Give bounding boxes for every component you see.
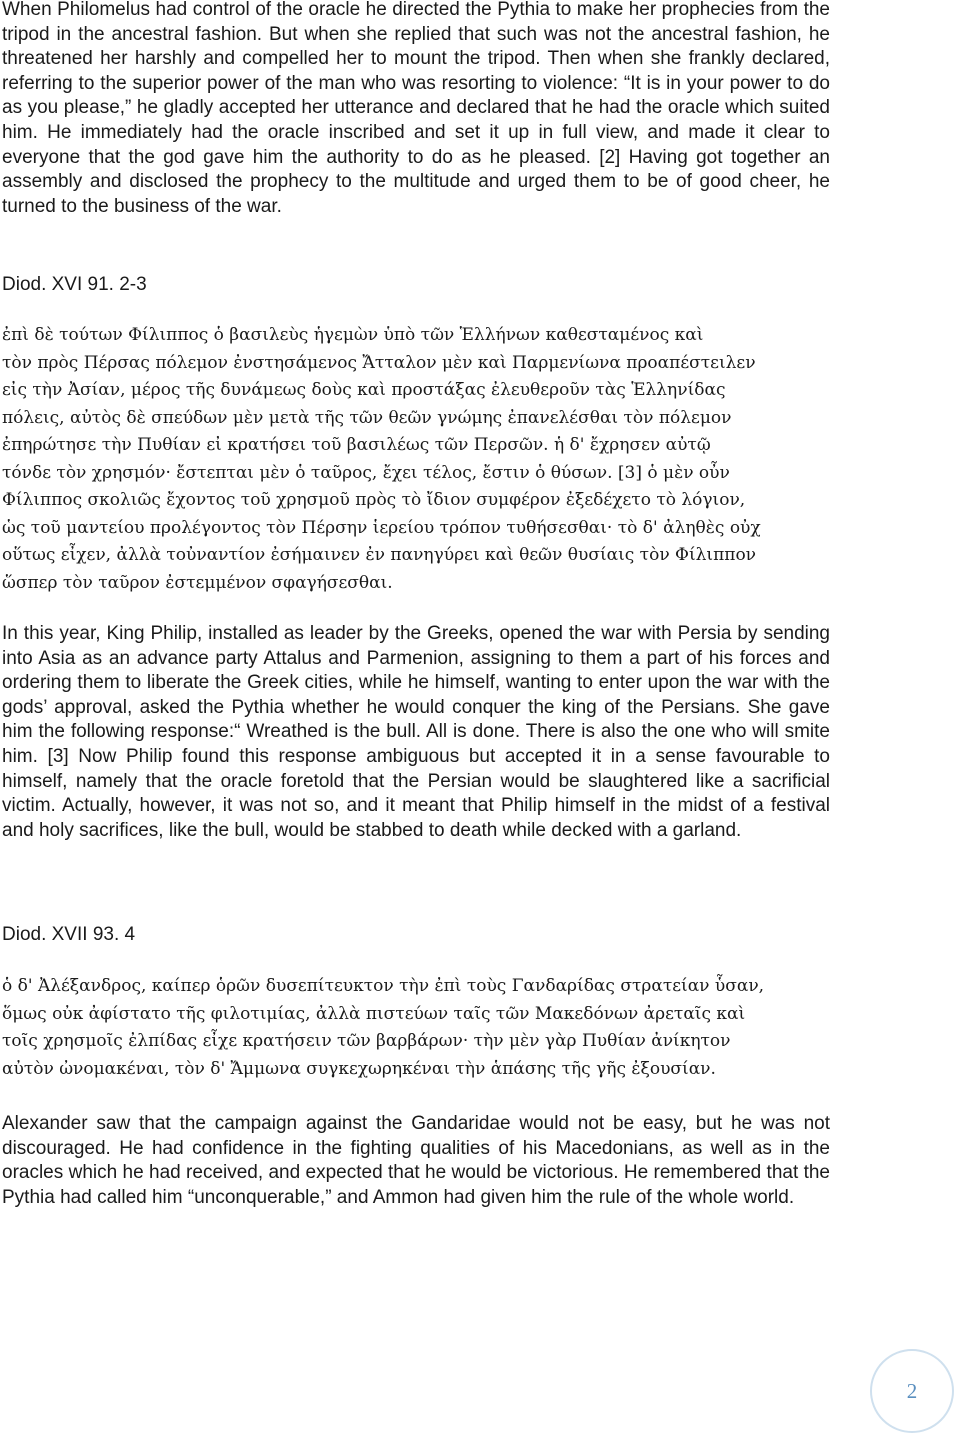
translation-paragraph-1: In this year, King Philip, installed as leader by the Greeks, opened the war with Persia by sending into Asia as an advance party Attalus and Parmenion, assigning to them a part of his forces and ordering them to liberate the Greek cities, while he himself, wanting to enter upon the war with the gods’ approval, asked the Pythia whether he would conquer the king of the Persians. She gave him the following response:“ Wreathed is the bull. All is done. There is also the one who will smite him. [3] Now Philip found this response ambiguous but accepted it in a sense favourable to himself, namely that the oracle foretold that the Persian would be slaughtered like a sacrificial victim. Actually, however, it was not so, and it meant that Philip himself in the midst of a festival and holy sacrifices, like the bull, would be stabbed to death while decked with a garland. bbox=[2, 623, 830, 841]
greek-line: εἰς τὴν Ἀσίαν, μέρος τῆς δυνάμεως δοὺς καὶ προστάξας ἐλευθεροῦν τὰς Ἑλληνίδας bbox=[2, 380, 726, 400]
page-number-badge bbox=[870, 1349, 954, 1433]
greek-passage-2 bbox=[2, 973, 764, 1083]
greek-line: αὐτὸν ὠνομακέναι, τὸν δ' Ἄμμωνα συγκεχωρηκέναι τὴν ἁπάσης τῆς γῆς ἐξουσίαν. bbox=[2, 1058, 716, 1079]
greek-line: ὡς τοῦ μαντείου προλέγοντος τὸν Πέρσην ἱερείου τρόπον τυθήσεσθαι· τὸ δ' ἀληθὲς οὐχ bbox=[2, 517, 761, 538]
greek-line: Φίλιππος σκολιῶς ἔχοντος τοῦ χρησμοῦ πρὸς τὸ ἴδιον συμφέρον ἐξεδέχετο τὸ λόγιον, bbox=[2, 490, 746, 510]
greek-line: οὕτως εἶχεν, ἀλλὰ τοὐναντίον ἐσήμαινεν ἐν πανηγύρει καὶ θεῶν θυσίαις τὸν Φίλιππον bbox=[2, 545, 757, 565]
greek-line: ὁ δ' Ἀλέξανδρος, καίπερ ὁρῶν δυσεπίτευκτον τὴν ἐπὶ τοὺς Γανδαρίδας στρατείαν ὗσαν, bbox=[2, 976, 765, 996]
greek-line: ὅμως οὐκ ἀφίστατο τῆς φιλοτιμίας, ἀλλὰ πιστεύων ταῖς τῶν Μακεδόνων ἀρεταῖς καὶ bbox=[2, 1003, 746, 1024]
translation-paragraph-2: Alexander saw that the campaign against the Gandaridae would not be easy, but he was not discouraged. He had confidence in the fighting qualities of his Macedonians, as well as in the oracles which he had received, and expected that he would be victorious. He remembered that the Pythia had called him “unconquerable,” and Ammon had given him the rule of the whole world. bbox=[2, 1113, 830, 1208]
page-number: 2 bbox=[906, 1378, 918, 1403]
greek-line: τοῖς χρησμοῖς ἐλπίδας εἶχε κρατήσειν τῶν βαρβάρων· τὴν μὲν γὰρ Πυθίαν ἀνίκητον bbox=[2, 1031, 731, 1051]
citation-diod-xvii: Diod. XVII 93. 4 bbox=[2, 924, 136, 945]
greek-passage-1 bbox=[2, 322, 761, 597]
greek-line: πόλεις, αὐτὸς δὲ σπεύδων μὲν μετὰ τῆς τῶν θεῶν γνώμης ἐπανελέσθαι τὸν πόλεμον bbox=[2, 407, 732, 428]
intro-translation-paragraph: When Philomelus had control of the oracle he directed the Pythia to make her prophecies from the tripod in the ancestral fashion. But when she replied that such was not the ancestral fashion, he threatened her harshly and compelled her to mount the tripod. Then when she frankly declared, referring to the superior power of the man who was resorting to violence: “It is in your power to do as you please,” he gladly accepted her utterance and declared that he had the oracle which suited him. He immediately had the oracle inscribed and set it up in full view, and made it clear to everyone that the god gave him the authority to do as he pleased. [2] Having got together an assembly and disclosed the prophecy to the multitude and urged them to be of good cheer, he turned to the business of the war. bbox=[2, 0, 830, 217]
greek-line: ἐπηρώτησε τὴν Πυθίαν εἰ κρατήσει τοῦ βασιλέως τῶν Περσῶν. ἡ δ' ἔχρησεν αὐτῷ bbox=[2, 435, 711, 455]
greek-line: τόνδε τὸν χρησμόν· ἔστεπται μὲν ὁ ταῦρος, ἔχει τέλος, ἔστιν ὁ θύσων. [3] ὁ μὲν οὖν bbox=[2, 462, 730, 483]
greek-line: ὥσπερ τὸν ταῦρον ἐστεμμένον σφαγήσεσθαι. bbox=[2, 572, 393, 593]
greek-line: τὸν πρὸς Πέρσας πόλεμον ἐνστησάμενος Ἄτταλον μὲν καὶ Παρμενίωνα προαπέστειλεν bbox=[2, 352, 756, 373]
citation-diod-xvi: Diod. XVI 91. 2-3 bbox=[2, 274, 147, 295]
greek-line: ἐπὶ δὲ τούτων Φίλιππος ὁ βασιλεὺς ἡγεμὼν ὑπὸ τῶν Ἑλλήνων καθεσταμένος καὶ bbox=[2, 325, 704, 345]
